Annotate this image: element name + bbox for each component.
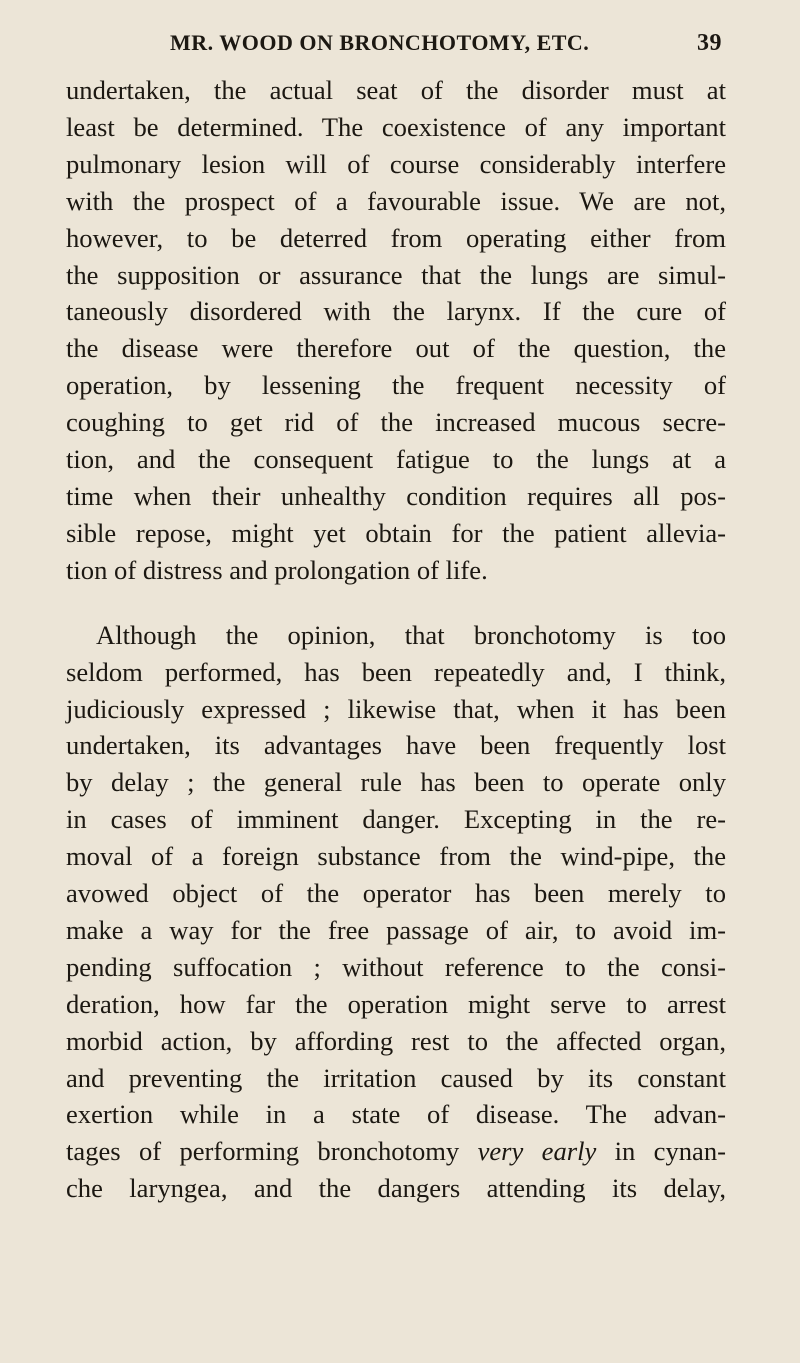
- text-line: seldom performed, has been repeatedly and, I think,: [66, 656, 726, 687]
- running-head: MR. WOOD ON BRONCHOTOMY, ETC.: [170, 30, 590, 55]
- text-line: operation, by lessening the frequent necessity of: [66, 370, 726, 401]
- italic-emphasis: very early: [477, 1136, 597, 1167]
- text-line: the disease were therefore out of the question, the: [66, 333, 726, 364]
- text-line: avowed object of the operator has been merely to: [66, 878, 726, 909]
- text-line: by delay ; the general rule has been to operate only: [66, 767, 726, 798]
- text-line: sible repose, might yet obtain for the patient allevia-: [66, 517, 726, 548]
- text-line: [66, 1133, 726, 1170]
- text-line: morbid action, by affording rest to the affected organ,: [66, 1025, 726, 1056]
- text-line: in cases of imminent danger. Excepting in the re-: [66, 804, 726, 835]
- text-line: pulmonary lesion will of course considerably interfere: [66, 148, 726, 179]
- paragraph-gap: [66, 589, 726, 617]
- page-header: [66, 22, 722, 62]
- text-segment: tages of performing bronchotomy: [66, 1136, 478, 1167]
- text-line: undertaken, its advantages have been frequently lost: [66, 730, 726, 761]
- text-line: deration, how far the operation might serve to arrest: [66, 988, 726, 1019]
- text-segment: in cynan-: [596, 1136, 726, 1167]
- page-number: 39: [697, 30, 722, 56]
- text-line: however, to be deterred from operating either from: [66, 222, 726, 253]
- paragraph: [66, 617, 726, 1208]
- text-line: pending suffocation ; without reference to the consi-: [66, 951, 726, 982]
- text-line: with the prospect of a favourable issue. We are not,: [66, 185, 726, 216]
- text-line: the supposition or assurance that the lungs are simul-: [66, 259, 726, 290]
- text-line: least be determined. The coexistence of any important: [66, 111, 726, 142]
- body-text: [66, 72, 726, 1207]
- text-line: taneously disordered with the larynx. If the cure of: [66, 296, 726, 327]
- text-line: moval of a foreign substance from the wind-pipe, the: [66, 841, 726, 872]
- text-line: undertaken, the actual seat of the disorder must at: [66, 75, 726, 105]
- text-line: judiciously expressed ; likewise that, when it has been: [66, 693, 726, 724]
- text-line: coughing to get rid of the increased mucous secre-: [66, 407, 726, 438]
- text-line: and preventing the irritation caused by its constant: [66, 1062, 726, 1093]
- text-line: tion, and the consequent fatigue to the lungs at a: [66, 444, 726, 475]
- text-line: Although the opinion, that bronchotomy is too: [96, 619, 726, 650]
- text-line: exertion while in a state of disease. The advan-: [66, 1099, 726, 1130]
- text-line: make a way for the free passage of air, to avoid im-: [66, 914, 726, 945]
- text-line: che laryngea, and the dangers attending its delay,: [66, 1173, 726, 1204]
- text-line: time when their unhealthy condition requires all pos-: [66, 480, 726, 511]
- paragraph: [66, 72, 726, 589]
- text-line: tion of distress and prolongation of life.: [66, 554, 488, 585]
